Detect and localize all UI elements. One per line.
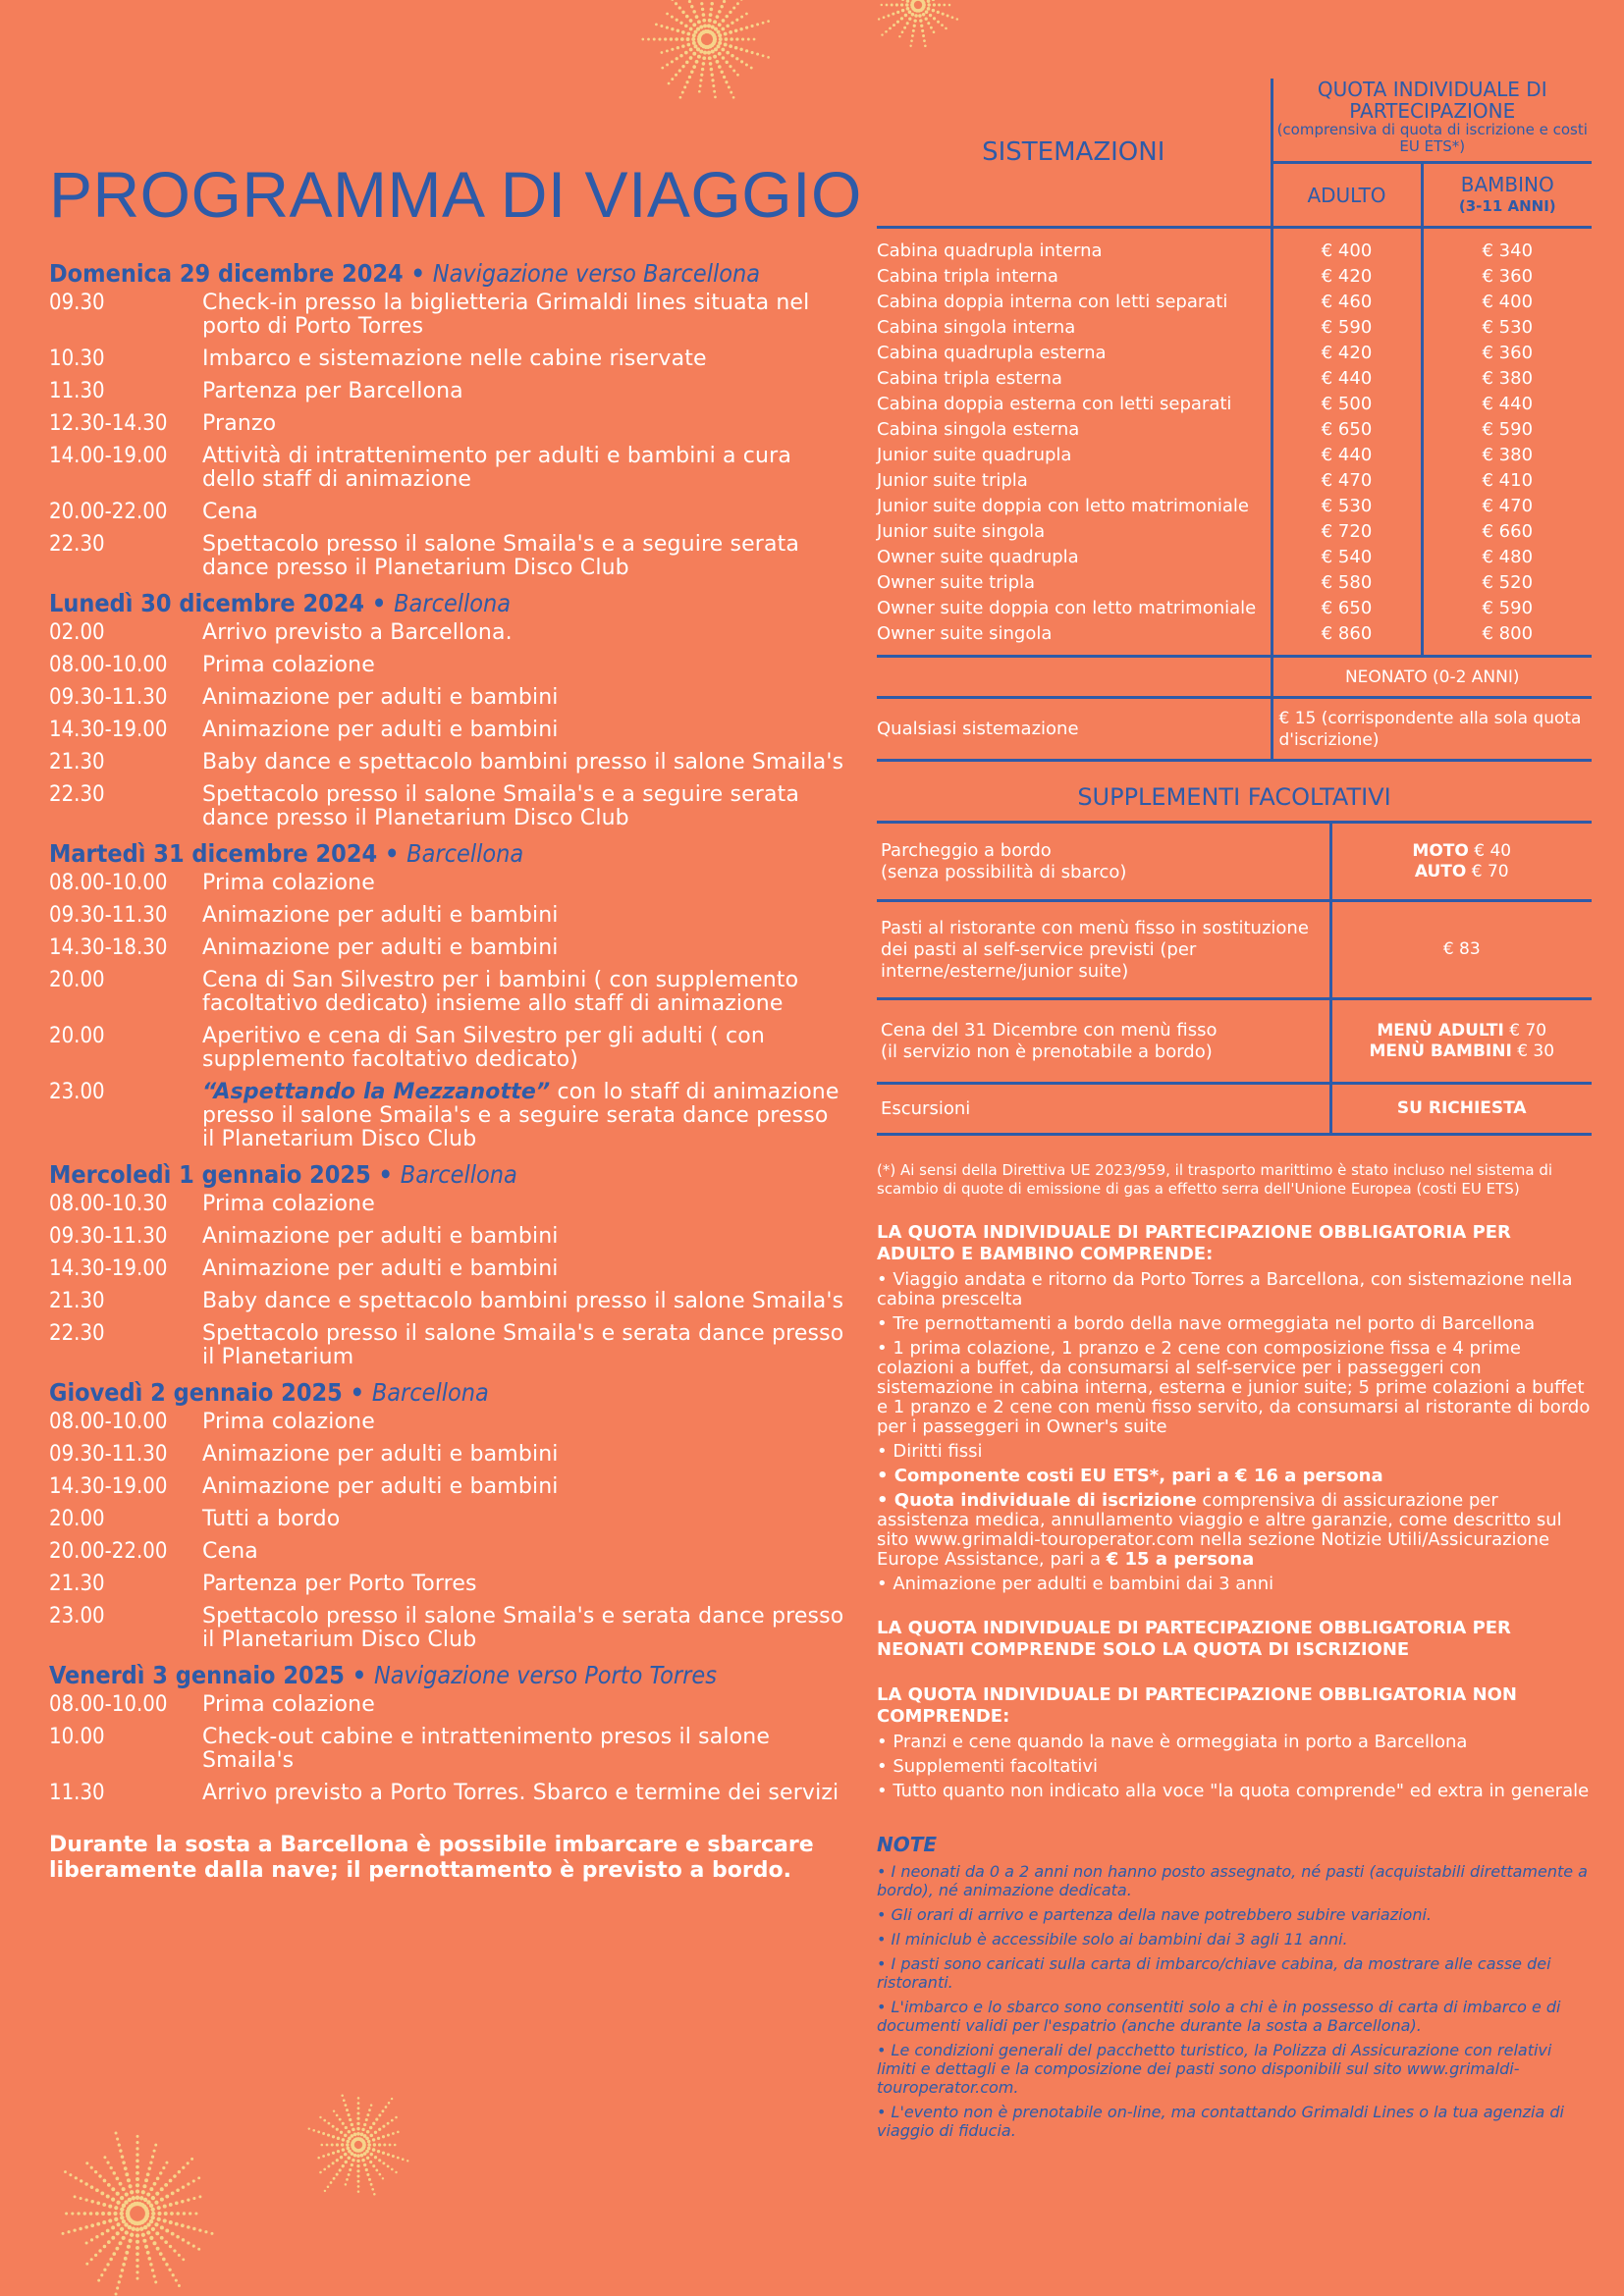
schedule-row: [49, 412, 844, 436]
schedule-row: [49, 1726, 844, 1773]
schedule-description: [202, 969, 844, 1016]
schedule-description: [202, 1573, 844, 1596]
child-price: € 530: [1422, 315, 1592, 341]
comprende-list: [877, 1270, 1592, 1594]
day-place: Barcellona: [400, 1160, 517, 1189]
schedule-row: [49, 1322, 844, 1369]
cabin-row: [877, 366, 1592, 392]
cabin-name: Cabina quadrupla interna: [877, 240, 1103, 261]
comprende-text: comprensiva di assicurazione per assistenza medica, annullamento viaggio e altre garanzie, come descritto sul sito www.grimaldi-touroperator.com nella sezione Notizie Utili/Assicurazione Europe Assistance, pari a: [877, 1490, 1562, 1570]
cabin-name: Junior suite singola: [877, 521, 1046, 542]
schedule-description: [202, 1693, 844, 1717]
adult-price: € 650: [1272, 417, 1422, 443]
adult-price: € 460: [1272, 290, 1422, 315]
schedule-text: Cena: [202, 1539, 258, 1564]
cabin-name: Owner suite quadrupla: [877, 547, 1079, 567]
schedule-time: 22.30: [49, 782, 105, 807]
schedule-row: [49, 1411, 844, 1434]
schedule-description: [202, 1605, 844, 1652]
schedule-text: con lo staff di animazione presso il salone Smaila's e a seguire serata dance presso il Planetarium Disco Club: [202, 1080, 839, 1151]
adult-price: € 650: [1272, 596, 1422, 621]
note-item: • L'imbarco e lo sbarco sono consentiti solo a chi è in possesso di carta di imbarco e di documenti validi per l'espatrio (anche durante la sosta a Barcellona).: [877, 1998, 1561, 2035]
child-price: € 380: [1422, 443, 1592, 468]
schedule-row: [49, 751, 844, 774]
schedule-time: 11.30: [49, 379, 105, 403]
cabin-row: [877, 264, 1592, 290]
schedule-row: [49, 445, 844, 492]
bambino-age: (3-11 ANNI): [1458, 196, 1556, 215]
schedule-description: [202, 533, 844, 580]
comprende-text: • 1 prima colazione, 1 pranzo e 2 cene con composizione fissa e 4 prime colazioni a buffet, da consumarsi al self-service per i passeggeri con sistemazione in cabina interna, esterna e junior suite; 5 prime colazioni a buffet e 1 pranzo e 2 cene con menù fisso servito, da consumarsi al ristorante di bordo per i passeggeri in Owner's suite: [877, 1338, 1591, 1437]
schedule-row: [49, 1475, 844, 1499]
schedule-time: 14.30-19.00: [49, 1256, 168, 1281]
schedule-row: [49, 969, 844, 1016]
schedule-row: [49, 1540, 844, 1564]
schedule-row: [49, 719, 844, 742]
firework-decoration-top-right: [864, 0, 972, 59]
parcheggio-price: MOTO € 40 AUTO € 70: [1330, 823, 1592, 901]
schedule-description: [202, 654, 844, 677]
schedule-row: [49, 1081, 844, 1151]
schedule-time: 21.30: [49, 1289, 105, 1313]
adult-price: € 860: [1272, 621, 1422, 657]
child-price: € 380: [1422, 366, 1592, 392]
schedule-text: Arrivo previsto a Porto Torres. Sbarco e termine dei servizi: [202, 1781, 839, 1805]
schedule-row: [49, 1257, 844, 1281]
schedule-description: [202, 686, 844, 710]
cabin-name: Cabina doppia esterna con letti separati: [877, 394, 1232, 414]
cabin-name: Cabina singola interna: [877, 317, 1076, 338]
supplements-table: [877, 821, 1592, 1136]
schedule-row: [49, 533, 844, 580]
bambino-label: BAMBINO: [1460, 172, 1554, 196]
schedule-time: 23.00: [49, 1604, 105, 1629]
cabin-name: Cabina quadrupla esterna: [877, 343, 1107, 363]
schedule-highlight: “Aspettando la Mezzanotte”: [202, 1080, 551, 1104]
schedule-time: 10.00: [49, 1725, 105, 1749]
schedule-description: [202, 380, 844, 403]
schedule-description: [202, 412, 844, 436]
header-adulto: ADULTO: [1272, 163, 1422, 228]
schedule-row: [49, 1290, 844, 1313]
schedule-text: Animazione per adulti e bambini: [202, 1442, 559, 1467]
non-comprende-title: LA QUOTA INDIVIDUALE DI PARTECIPAZIONE OBBLIGATORIA NON COMPRENDE:: [877, 1684, 1517, 1727]
cabin-name: Owner suite singola: [877, 623, 1053, 644]
schedule-time: 20.00: [49, 1507, 105, 1531]
schedule-time: 12.30-14.30: [49, 411, 168, 436]
itinerary-column: [49, 157, 862, 1884]
note-item: • Le condizioni generali del pacchetto turistico, la Polizza di Assicurazione con relativi limiti e dettagli e la composizione dei pasti sono disponibili sul sito www.grimaldi-touroperator.com.: [877, 2041, 1552, 2097]
day-place: Barcellona: [371, 1378, 489, 1407]
schedule-time: 20.00: [49, 968, 105, 992]
schedule-time: 02.00: [49, 620, 105, 645]
cabin-row: [877, 621, 1592, 657]
schedule-text: Check-out cabine e intrattenimento presos il salone Smaila's: [202, 1725, 771, 1773]
schedule-description: [202, 719, 844, 742]
day-date: Lunedì 30 dicembre 2024 •: [49, 589, 387, 617]
day-heading: [49, 1160, 844, 1189]
non-comprende-list: [877, 1733, 1592, 1801]
child-price: € 360: [1422, 264, 1592, 290]
schedule-row: [49, 1225, 844, 1249]
price-table: [877, 79, 1592, 762]
comprende-text: • Tre pernottamenti a bordo della nave ormeggiata nel porto di Barcellona: [877, 1313, 1536, 1334]
schedule-description: [202, 936, 844, 960]
quota-title: QUOTA INDIVIDUALE DI PARTECIPAZIONE: [1317, 78, 1547, 123]
schedule-description: [202, 445, 844, 492]
adult-price: € 590: [1272, 315, 1422, 341]
schedule-time: 09.30: [49, 291, 105, 315]
cabin-row: [877, 494, 1592, 519]
schedule-row: [49, 292, 844, 339]
schedule-text: Spettacolo presso il salone Smaila's e serata dance presso il Planetarium Disco Club: [202, 1604, 844, 1652]
adult-price: € 420: [1272, 264, 1422, 290]
schedule-text: Check-in presso la biglietteria Grimaldi lines situata nel porto di Porto Torres: [202, 291, 810, 339]
child-price: € 410: [1422, 468, 1592, 494]
parcheggio-label: Parcheggio a bordo (senza possibilità di sbarco): [877, 823, 1330, 901]
cabin-row: [877, 443, 1592, 468]
neonato-price: € 15 (corrispondente alla sola quota d'iscrizione): [1272, 698, 1592, 761]
non-comprende-item: • Supplementi facoltativi: [877, 1756, 1098, 1777]
page-title: PROGRAMMA DI VIAGGIO: [49, 158, 862, 231]
schedule-description: [202, 292, 844, 339]
schedule-row: [49, 380, 844, 403]
adult-price: € 470: [1272, 468, 1422, 494]
cabin-row: [877, 341, 1592, 366]
schedule-row: [49, 783, 844, 830]
comprende-bold: • Componente costi EU ETS*, pari a € 16 a persona: [877, 1466, 1383, 1486]
schedule-text: Spettacolo presso il salone Smaila's e a seguire serata dance presso il Planetarium Disco Club: [202, 782, 800, 830]
cabin-row: [877, 392, 1592, 417]
schedule-text: Prima colazione: [202, 1410, 375, 1434]
schedule-time: 10.30: [49, 347, 105, 371]
cabin-row: [877, 290, 1592, 315]
day-date: Venerdì 3 gennaio 2025 •: [49, 1661, 367, 1689]
schedule-text: Baby dance e spettacolo bambini presso il salone Smaila's: [202, 750, 844, 774]
child-price: € 480: [1422, 545, 1592, 570]
day-place: Navigazione verso Barcellona: [432, 259, 760, 288]
schedule-text: Arrivo previsto a Barcellona.: [202, 620, 513, 645]
comprende-item: [877, 1467, 1592, 1486]
cabin-name: Junior suite tripla: [877, 470, 1028, 491]
schedule-description: [202, 501, 844, 524]
schedule-time: 14.30-19.00: [49, 1474, 168, 1499]
schedule-row: [49, 1693, 844, 1717]
day-heading: [49, 1378, 844, 1407]
child-price: € 660: [1422, 519, 1592, 545]
schedule-time: 22.30: [49, 1321, 105, 1346]
comprende-item: [877, 1491, 1592, 1570]
comprende-item: [877, 1339, 1592, 1437]
schedule-time: 08.00-10.00: [49, 1410, 168, 1434]
cabin-name: Junior suite doppia con letto matrimoniale: [877, 496, 1249, 516]
comprende-bold: • Quota individuale di iscrizione: [877, 1490, 1197, 1511]
day-place: Navigazione verso Porto Torres: [373, 1661, 717, 1689]
schedule-description: [202, 1025, 844, 1072]
schedule-row: [49, 347, 844, 371]
adult-price: € 540: [1272, 545, 1422, 570]
schedule-text: Imbarco e sistemazione nelle cabine riservate: [202, 347, 707, 371]
schedule-description: [202, 1411, 844, 1434]
day-heading: [49, 589, 844, 617]
day-date: Domenica 29 dicembre 2024 •: [49, 259, 425, 288]
comprende-item: [877, 1575, 1592, 1594]
ets-footnote: (*) Ai sensi della Direttiva UE 2023/959, il trasporto marittimo è stato incluso nel sistema di scambio di quote di emissione di gas a effetto serra dell'Unione Europea (costi EU ETS): [877, 1161, 1553, 1198]
schedule-row: [49, 1782, 844, 1805]
prices-column: [877, 79, 1592, 2140]
day-date: Giovedì 2 gennaio 2025 •: [49, 1378, 364, 1407]
schedule-row: [49, 1605, 844, 1652]
schedule-time: 23.00: [49, 1080, 105, 1104]
schedule-time: 08.00-10.00: [49, 653, 168, 677]
schedule-text: Animazione per adulti e bambini: [202, 935, 559, 960]
schedule-row: [49, 1443, 844, 1467]
schedule-time: 08.00-10.00: [49, 1692, 168, 1717]
schedule-time: 09.30-11.30: [49, 903, 168, 928]
schedule-description: [202, 872, 844, 895]
child-price: € 360: [1422, 341, 1592, 366]
schedule-text: Aperitivo e cena di San Silvestro per gli adulti ( con supplemento facoltativo dedicato): [202, 1024, 765, 1072]
cabin-row: [877, 519, 1592, 545]
header-quota: [1272, 79, 1592, 163]
adult-price: € 400: [1272, 228, 1422, 265]
cabin-name: Cabina tripla interna: [877, 266, 1058, 287]
schedule-text: Pranzo: [202, 411, 277, 436]
schedule-description: [202, 1193, 844, 1216]
note-item: • I neonati da 0 a 2 anni non hanno posto assegnato, né pasti (acquistabili direttamente a bordo), né animazione dedicata.: [877, 1862, 1588, 1899]
schedule-text: Baby dance e spettacolo bambini presso il salone Smaila's: [202, 1289, 844, 1313]
schedule-description: [202, 1508, 844, 1531]
header-sistemazioni: SISTEMAZIONI: [877, 79, 1272, 228]
schedule-row: [49, 904, 844, 928]
schedule-row: [49, 621, 844, 645]
schedule-time: 20.00: [49, 1024, 105, 1048]
schedule-time: 08.00-10.00: [49, 871, 168, 895]
escursioni-label: Escursioni: [877, 1084, 1330, 1135]
non-comprende-item: • Pranzi e cene quando la nave è ormeggiata in porto a Barcellona: [877, 1732, 1468, 1752]
neonato-header: NEONATO (0-2 ANNI): [1272, 657, 1592, 698]
child-price: € 590: [1422, 596, 1592, 621]
schedule-description: [202, 904, 844, 928]
schedule-text: Partenza per Barcellona: [202, 379, 463, 403]
schedule-row: [49, 1025, 844, 1072]
qualsiasi-sistemazione: Qualsiasi sistemazione: [877, 719, 1079, 739]
schedule-text: Prima colazione: [202, 653, 375, 677]
adult-price: € 530: [1272, 494, 1422, 519]
schedule-time: 14.30-19.00: [49, 718, 168, 742]
cabin-rows: [877, 228, 1592, 657]
schedule-description: [202, 783, 844, 830]
escursioni-value: SU RICHIESTA: [1330, 1084, 1592, 1135]
cabin-row: [877, 545, 1592, 570]
notes-title: NOTE: [877, 1833, 938, 1856]
schedule-text: Animazione per adulti e bambini: [202, 903, 559, 928]
schedule-time: 14.30-18.30: [49, 935, 168, 960]
firework-decoration-bottom: [295, 2081, 422, 2209]
note-item: • Gli orari di arrivo e partenza della nave potrebbero subire variazioni.: [877, 1905, 1432, 1924]
schedule-description: [202, 1322, 844, 1369]
cabin-name: Cabina doppia interna con letti separati: [877, 292, 1228, 312]
cabin-row: [877, 315, 1592, 341]
day-place: Barcellona: [394, 589, 512, 617]
adult-price: € 440: [1272, 443, 1422, 468]
schedule-text: Spettacolo presso il salone Smaila's e serata dance presso il Planetarium: [202, 1321, 844, 1369]
schedule-row: [49, 936, 844, 960]
schedule-time: 09.30-11.30: [49, 1442, 168, 1467]
comprende-text: • Animazione per adulti e bambini dai 3 anni: [877, 1574, 1274, 1594]
schedule-description: [202, 1081, 844, 1151]
schedule-description: [202, 1290, 844, 1313]
schedule-text: Attività di intrattenimento per adulti e bambini a cura dello staff di animazione: [202, 444, 791, 492]
child-price: € 340: [1422, 228, 1592, 265]
schedule-row: [49, 686, 844, 710]
cabin-name: Owner suite doppia con letto matrimoniale: [877, 598, 1257, 618]
pasti-price: € 83: [1330, 901, 1592, 999]
adult-price: € 500: [1272, 392, 1422, 417]
schedule-time: 09.30-11.30: [49, 1224, 168, 1249]
schedule-time: 11.30: [49, 1781, 105, 1805]
adult-price: € 440: [1272, 366, 1422, 392]
day-place: Barcellona: [406, 839, 524, 868]
schedule-text: Spettacolo presso il salone Smaila's e a seguire serata dance presso il Planetarium Disco Club: [202, 532, 800, 580]
schedule-time: 20.00-22.00: [49, 500, 168, 524]
schedule-row: [49, 872, 844, 895]
schedule-description: [202, 1782, 844, 1805]
cabin-row: [877, 228, 1592, 265]
schedule-description: [202, 1726, 844, 1773]
comprende-title: LA QUOTA INDIVIDUALE DI PARTECIPAZIONE OBBLIGATORIA PER ADULTO E BAMBINO COMPRENDE:: [877, 1222, 1511, 1264]
cabin-name: Cabina tripla esterna: [877, 368, 1062, 389]
child-price: € 520: [1422, 570, 1592, 596]
firework-decoration-bottom-left: [39, 2120, 236, 2296]
schedule-time: 09.30-11.30: [49, 685, 168, 710]
firework-decoration-top: [628, 0, 785, 128]
child-price: € 440: [1422, 392, 1592, 417]
schedule-time: 08.00-10.30: [49, 1192, 168, 1216]
schedule-text: Animazione per adulti e bambini: [202, 1224, 559, 1249]
schedule-description: [202, 1225, 844, 1249]
cabin-row: [877, 417, 1592, 443]
comprende-bold: € 15 a persona: [1106, 1549, 1255, 1570]
schedule-time: 21.30: [49, 750, 105, 774]
cabin-name: Owner suite tripla: [877, 572, 1036, 593]
schedule-row: [49, 501, 844, 524]
schedule-description: [202, 621, 844, 645]
comprende-item: [877, 1314, 1592, 1334]
comprende-text: • Viaggio andata e ritorno da Porto Torres a Barcellona, con sistemazione nella cabina prescelta: [877, 1269, 1573, 1309]
day-date: Mercoledì 1 gennaio 2025 •: [49, 1160, 393, 1189]
schedule-text: Animazione per adulti e bambini: [202, 685, 559, 710]
schedule-time: 20.00-22.00: [49, 1539, 168, 1564]
note-item: • I pasti sono caricati sulla carta di imbarco/chiave cabina, da mostrare alle casse dei ristoranti.: [877, 1954, 1551, 1992]
schedule-text: Tutti a bordo: [202, 1507, 341, 1531]
barcelona-stay-note: Durante la sosta a Barcellona è possibile imbarcare e sbarcare liberamente dalla nave; il pernottamento è previsto a bordo.: [49, 1833, 814, 1883]
quota-subtitle: (comprensiva di quota di iscrizione e costi EU ETS*): [1276, 121, 1588, 155]
schedule-time: 21.30: [49, 1572, 105, 1596]
child-price: € 800: [1422, 621, 1592, 657]
day-heading: [49, 1661, 844, 1689]
header-bambino: [1422, 163, 1592, 228]
child-price: € 400: [1422, 290, 1592, 315]
note-item: • L'evento non è prenotabile on-line, ma contattando Grimaldi Lines o la tua agenzia di viaggio di fiducia.: [877, 2103, 1564, 2140]
schedule-text: Partenza per Porto Torres: [202, 1572, 477, 1596]
day-heading: [49, 839, 844, 868]
day-heading: [49, 259, 844, 288]
comprende-item: [877, 1270, 1592, 1309]
schedule-row: [49, 1508, 844, 1531]
schedule-row: [49, 1193, 844, 1216]
schedule-text: Cena: [202, 500, 258, 524]
comprende-item: [877, 1442, 1592, 1462]
cabin-name: Cabina singola esterna: [877, 419, 1080, 440]
schedule-text: Prima colazione: [202, 1192, 375, 1216]
itinerary-days: [49, 259, 844, 1805]
notes-list: [877, 1862, 1592, 2140]
cena-price: MENÙ ADULTI € 70 MENÙ BAMBINI € 30: [1330, 999, 1592, 1084]
pasti-label: Pasti al ristorante con menù fisso in sostituzione dei pasti al self-service previsti (per interne/esterne/junior suite): [877, 901, 1330, 999]
note-item: • Il miniclub è accessibile solo ai bambini dai 3 agli 11 anni.: [877, 1930, 1348, 1949]
child-price: € 470: [1422, 494, 1592, 519]
schedule-row: [49, 654, 844, 677]
child-price: € 590: [1422, 417, 1592, 443]
schedule-description: [202, 347, 844, 371]
schedule-description: [202, 1443, 844, 1467]
schedule-text: Cena di San Silvestro per i bambini ( con supplemento facoltativo dedicato) insieme allo staff di animazione: [202, 968, 799, 1016]
schedule-time: 14.00-19.00: [49, 444, 168, 468]
schedule-text: Prima colazione: [202, 871, 375, 895]
schedule-description: [202, 751, 844, 774]
cabin-row: [877, 468, 1592, 494]
adult-price: € 580: [1272, 570, 1422, 596]
schedule-text: Animazione per adulti e bambini: [202, 1474, 559, 1499]
cabin-name: Junior suite quadrupla: [877, 445, 1072, 465]
supplements-title: SUPPLEMENTI FACOLTATIVI: [1077, 783, 1391, 811]
adult-price: € 720: [1272, 519, 1422, 545]
schedule-row: [49, 1573, 844, 1596]
day-date: Martedì 31 dicembre 2024 •: [49, 839, 400, 868]
comprende-text: • Diritti fissi: [877, 1441, 983, 1462]
schedule-description: [202, 1257, 844, 1281]
cabin-row: [877, 570, 1592, 596]
schedule-text: Animazione per adulti e bambini: [202, 718, 559, 742]
cabin-row: [877, 596, 1592, 621]
non-comprende-item: • Tutto quanto non indicato alla voce "la quota comprende" ed extra in generale: [877, 1781, 1590, 1801]
schedule-description: [202, 1475, 844, 1499]
adult-price: € 420: [1272, 341, 1422, 366]
schedule-text: Animazione per adulti e bambini: [202, 1256, 559, 1281]
schedule-text: Prima colazione: [202, 1692, 375, 1717]
neonati-title: LA QUOTA INDIVIDUALE DI PARTECIPAZIONE OBBLIGATORIA PER NEONATI COMPRENDE SOLO LA QUOTA DI ISCRIZIONE: [877, 1618, 1511, 1660]
cena-label: Cena del 31 Dicembre con menù fisso (il servizio non è prenotabile a bordo): [877, 999, 1330, 1084]
neonato-empty-cell: [877, 657, 1272, 698]
schedule-description: [202, 1540, 844, 1564]
schedule-time: 22.30: [49, 532, 105, 557]
